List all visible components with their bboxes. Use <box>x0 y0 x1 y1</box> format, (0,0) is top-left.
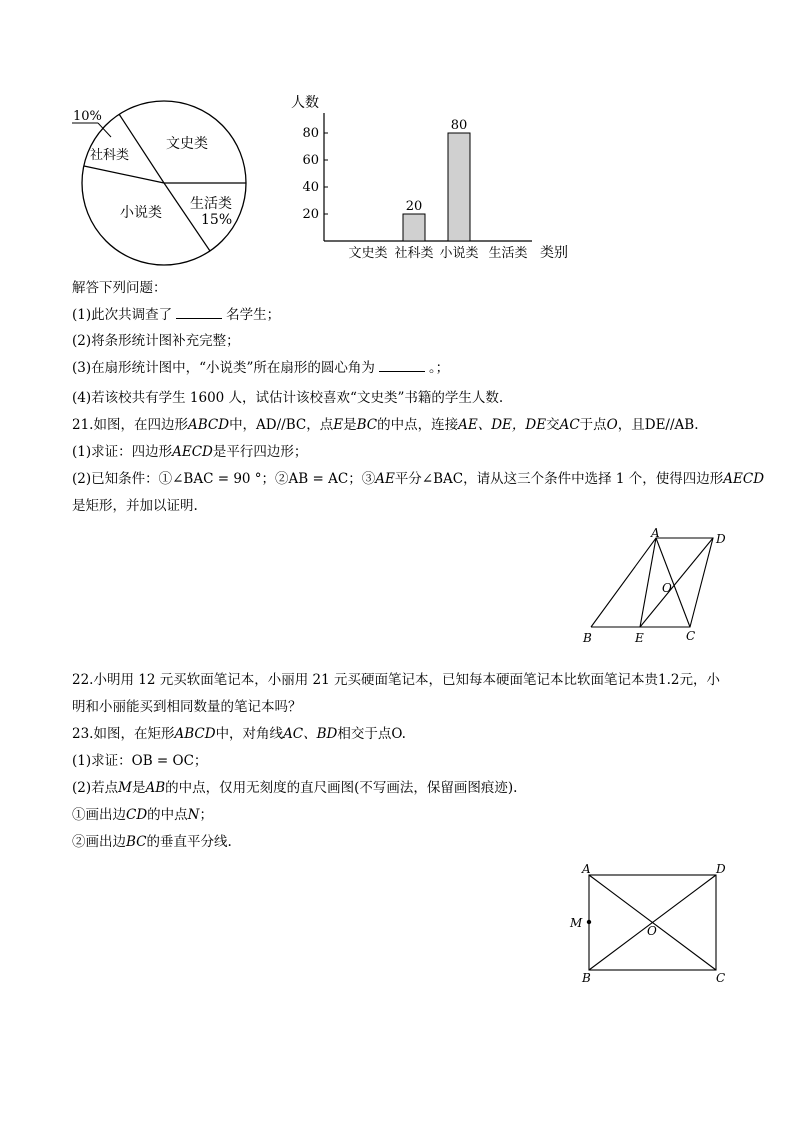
problem-22-cont: 明和小丽能买到相同数量的笔记本吗？ <box>72 699 302 715</box>
pie-label-sheke: 社科类 <box>90 148 130 163</box>
x-category-label: 社科类 <box>394 246 434 261</box>
y-tick-label: 80 <box>302 126 319 141</box>
fig21-label-o: O <box>662 581 672 595</box>
pie-label-xiaoshuo: 小说类 <box>120 205 162 221</box>
fig23-label-d: D <box>716 862 726 876</box>
bar-value-label: 80 <box>450 118 468 133</box>
problem-21-part-2-cont: 是矩形，并加以证明. <box>72 498 198 514</box>
fig21-label-a: A <box>651 526 660 540</box>
bar-2 <box>403 214 425 241</box>
question-3: (3)在扇形统计图中，“小说类”所在扇形的圆心角为 。； <box>72 360 450 376</box>
problem-21-part-1: (1)求证：四边形AECD是平行四边形； <box>72 444 308 460</box>
bar-value-label: 20 <box>405 199 423 214</box>
problem-21-part-2: (2)已知条件：①∠BAC = 90 °；②AB = AC；③AE平分∠BAC，请从这三个条件中选择 1 个，使得四边形AECD <box>72 471 765 487</box>
x-category-label: 小说类 <box>439 246 479 261</box>
figure-21 <box>578 525 738 650</box>
fig23-label-a: A <box>582 862 591 876</box>
pie-label-10pct: 10% <box>73 109 102 124</box>
problem-23-part-2-2: ②画出边BC的垂直平分线. <box>72 834 232 850</box>
y-tick-label: 60 <box>302 153 319 168</box>
fig21-label-b: B <box>583 631 592 645</box>
fig23-label-b: B <box>582 971 591 985</box>
fig23-label-c: C <box>716 971 726 985</box>
intro-text: 解答下列问题： <box>72 280 167 296</box>
fig23-point-m <box>587 920 591 924</box>
y-tick-label: 20 <box>302 207 319 222</box>
problem-22: 22.小明用 12 元买软面笔记本，小丽用 21 元买硬面笔记本，已知每本硬面笔记本比软面笔记本贵1.2元，小 <box>72 672 720 688</box>
figure-23 <box>566 856 736 991</box>
fig21-segment-ae <box>640 538 656 627</box>
pie-label-shenghuo-pct: 15% <box>201 212 233 228</box>
x-category-label: 生活类 <box>488 246 528 261</box>
pie-chart <box>66 96 256 266</box>
problem-23-part-2-1: ①画出边CD的中点N； <box>72 807 213 823</box>
answer-blank-1 <box>176 306 222 319</box>
x-axis-title: 类别 <box>540 245 568 261</box>
problem-23: 23.如图，在矩形ABCD中，对角线AC、BD相交于点O. <box>72 726 406 742</box>
x-category-label: 文史类 <box>348 246 388 261</box>
question-4: (4)若该校共有学生 1600 人，试估计该校喜欢“文史类”书籍的学生人数. <box>72 390 504 406</box>
fig23-label-o: O <box>647 924 657 938</box>
problem-21: 21.如图，在四边形ABCD中，AD//BC，点E是BC的中点，连接AE、DE，DE交AC于点O，且DE//AB. <box>72 417 699 433</box>
problem-23-part-2: (2)若点M是AB的中点，仅用无刻度的直尺画图(不写画法，保留画图痕迹). <box>72 780 518 796</box>
bar-3 <box>448 133 470 241</box>
question-1: (1)此次共调查了 名学生； <box>72 307 281 323</box>
fig21-label-e: E <box>635 631 644 645</box>
problem-23-part-1: (1)求证：OB = OC； <box>72 753 208 769</box>
fig23-label-m: M <box>570 916 583 930</box>
question-2: (2)将条形统计图补充完整； <box>72 333 240 349</box>
pie-label-wenshi: 文史类 <box>166 136 208 152</box>
fig21-label-c: C <box>686 629 696 643</box>
answer-blank-3 <box>379 359 425 372</box>
fig21-label-d: D <box>716 532 726 546</box>
y-tick-label: 40 <box>302 180 319 195</box>
bar-chart <box>285 86 585 266</box>
y-axis-title: 人数 <box>291 95 319 111</box>
fig21-abcd-outline <box>591 538 713 627</box>
pie-label-shenghuo: 生活类 <box>190 196 232 212</box>
